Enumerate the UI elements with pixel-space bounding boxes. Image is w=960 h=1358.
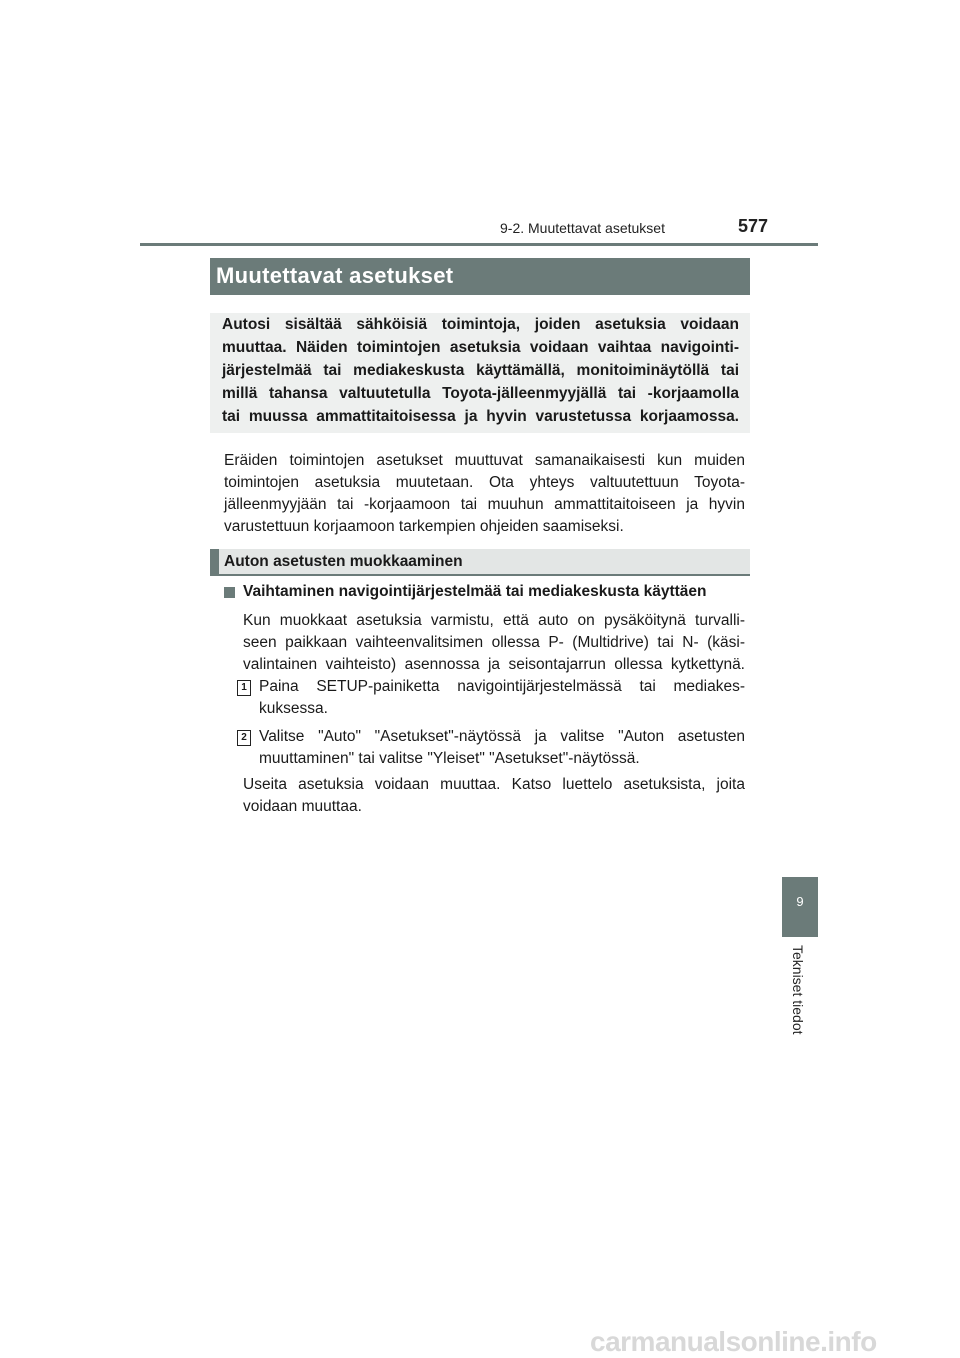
- step-line: Paina SETUP-painiketta navigointijärjestelmässä tai mediakes-: [259, 678, 745, 695]
- step-line: Valitse "Auto" "Asetukset"-näytössä ja valitse "Auton asetusten: [259, 728, 745, 745]
- page-title-bar: [210, 258, 750, 295]
- page-number: 577: [738, 216, 769, 236]
- step-number-1: 1: [237, 680, 251, 696]
- watermark: carmanualsonline.info: [590, 1326, 877, 1357]
- section-heading: Auton asetusten muokkaaminen: [224, 553, 463, 570]
- chapter-label: Tekniset tiedot: [790, 945, 806, 1035]
- step-line: muuttaminen" tai valitse "Yleiset" "Asetukset"-näytössä.: [259, 750, 640, 767]
- paragraph-line: Eräiden toimintojen asetukset muuttuvat samanaikaisesti kun muiden: [224, 452, 745, 469]
- square-bullet-icon: [224, 587, 235, 598]
- intro-line: tai muussa ammattitaitoisessa ja hyvin varustetussa korjaamossa.: [222, 408, 739, 425]
- page-title: Muutettavat asetukset: [216, 263, 454, 288]
- header-divider: [140, 243, 818, 246]
- intro-box: [210, 313, 750, 433]
- intro-line: muuttaa. Näiden toimintojen asetuksia voidaan vaihtaa navigointi-: [222, 339, 739, 356]
- step-line: kuksessa.: [259, 700, 328, 717]
- section-heading-bar: [210, 549, 750, 576]
- paragraph-line: valintainen vaihteisto) asennossa ja seisontajarrun ollessa kytkettynä.: [243, 656, 745, 673]
- bullet-heading: Vaihtaminen navigointijärjestelmää tai mediakeskusta käyttäen: [243, 583, 707, 600]
- paragraph-line: Kun muokkaat asetuksia varmistu, että auto on pysäköitynä turvalli-: [243, 612, 745, 629]
- paragraph-line: voidaan muuttaa.: [243, 798, 362, 815]
- paragraph-line: toimintojen asetuksia muutetaan. Ota yhteys valtuutettuun Toyota-: [224, 474, 745, 491]
- chapter-tab[interactable]: 9: [782, 877, 818, 937]
- step-number-2: 2: [237, 730, 251, 746]
- header-section: 9-2. Muutettavat asetukset: [500, 220, 665, 236]
- paragraph-line: jälleenmyyjään tai -korjaamoon tai muuhun ammattitaitoiseen ja hyvin: [224, 496, 745, 513]
- paragraph-line: varustettuun korjaamoon tarkempien ohjeiden saamiseksi.: [224, 518, 624, 535]
- intro-line: Autosi sisältää sähköisiä toimintoja, joiden asetuksia voidaan: [222, 316, 739, 333]
- intro-line: millä tahansa valtuutetulla Toyota-jälleenmyyjällä tai -korjaamolla: [222, 385, 739, 402]
- paragraph-line: Useita asetuksia voidaan muuttaa. Katso luettelo asetuksista, joita: [243, 776, 745, 793]
- intro-line: järjestelmää tai mediakeskusta käyttämällä, monitoiminäytöllä tai: [222, 362, 739, 379]
- paragraph-line: seen paikkaan vaihteenvalitsimen ollessa P- (Multidrive) tai N- (käsi-: [243, 634, 745, 651]
